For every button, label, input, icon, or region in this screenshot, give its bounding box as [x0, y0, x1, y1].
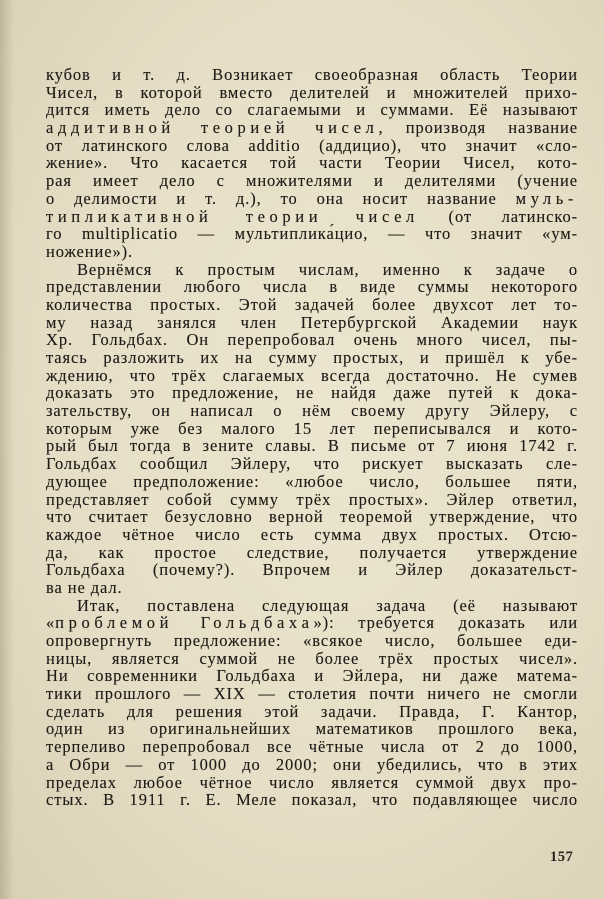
line-text: стых. В 1911 г. Е. Меле показал, что подавляющее число: [46, 790, 578, 810]
text-line: [46, 119, 578, 137]
line-text: дится иметь дело со слагаемыми и суммами. Её называют: [46, 100, 578, 120]
text-line: [46, 720, 578, 738]
line-text: зательству, он написал о нём своему другу Эйлеру, с: [46, 401, 578, 421]
text-line: [46, 774, 578, 792]
text-line: [46, 437, 578, 455]
text-line: [46, 84, 578, 102]
line-text: таясь разложить их на сумму простых, и пришёл к убе-: [46, 348, 578, 367]
text-line: [46, 402, 578, 420]
line-text: количества простых. Этой задачей более двухсот лет то-: [46, 294, 578, 314]
text-line: [46, 243, 578, 261]
line-text: Гольдбах сообщил Эйлеру, что рискует высказать сле-: [46, 454, 578, 474]
line-text: каждое чётное число есть сумма двух простых. Отсю-: [46, 524, 578, 544]
text-line: [46, 296, 578, 314]
text-line: [46, 791, 578, 809]
line-text: сделать для решения этой задачи. Правда, Г. Кантор,: [46, 701, 578, 721]
spaced-emphasis: проблемой Гольдбаха: [55, 613, 314, 633]
spaced-emphasis: аддитивной теорией чисел: [46, 118, 379, 138]
line-text: что считает безусловно верной теоремой утверждение, что: [46, 507, 578, 527]
line-text: рая имеет дело с множителями и делителями (учение: [46, 171, 578, 191]
line-text: му назад занялся член Петербургской Академии наук: [46, 312, 578, 332]
line-text: рый был тогда в зените славы. В письме от 7 июня 1742 г.: [46, 436, 578, 456]
line-text: да, как простое следствие, получается утверждение: [46, 542, 578, 562]
line-text: о делимости и т. д.), то она носит название: [46, 188, 516, 208]
text-line: [46, 738, 578, 756]
text-line: [46, 420, 578, 438]
text-line: [46, 66, 578, 84]
text-line: [46, 703, 578, 721]
text-line: [46, 137, 578, 155]
text-line: [46, 190, 578, 208]
text-line: [46, 579, 578, 597]
text-line: [46, 561, 578, 579]
line-text: , производя название: [378, 118, 578, 138]
line-text: доказать это предложение, не найдя даже путей к дока-: [46, 383, 578, 403]
text-line: [46, 314, 578, 332]
text-line: [46, 384, 578, 402]
spaced-emphasis: типликативной теории чисел: [46, 206, 419, 226]
line-text: представлении любого числа в виде суммы некоторого: [46, 277, 578, 297]
line-text: ва не дал.: [46, 577, 123, 597]
text-line: [46, 632, 578, 650]
line-text: Гольдбаха (почему?). Впрочем и Эйлер доказательст-: [46, 560, 578, 580]
line-text: Ни современники Гольдбаха и Эйлера, ни даже матема-: [46, 666, 578, 686]
line-text: ницы, является суммой не более трёх простых чисел».: [46, 648, 578, 668]
text-line: [46, 667, 578, 685]
line-text: опровергнуть предложение: «всякое число, большее еди-: [46, 631, 578, 650]
line-text: Итак, поставлена следующая задача (её называют: [77, 595, 578, 615]
text-line: [46, 278, 578, 296]
text-line: [46, 172, 578, 190]
line-text: го multiplicatio — мультиплика́цио, — что значит «ум-: [46, 224, 578, 244]
body-text: [46, 66, 578, 809]
text-line: [46, 473, 578, 491]
line-text: Вернёмся к простым числам, именно к задаче о: [77, 259, 578, 279]
text-line: [46, 225, 578, 243]
text-line: [46, 756, 578, 774]
text-line: [46, 526, 578, 544]
text-line: [46, 685, 578, 703]
spaced-emphasis: муль-: [515, 188, 578, 208]
text-line: [46, 101, 578, 119]
text-line: [46, 544, 578, 562]
text-line: [46, 455, 578, 473]
line-text: ножение»).: [46, 241, 134, 261]
line-text: Хр. Гольдбах. Он перепробовал очень много чисел, пы-: [46, 330, 578, 350]
paragraph-start-line: [46, 597, 578, 615]
text-line: [46, 614, 578, 632]
text-line: [46, 508, 578, 526]
line-text: пределах любое чётное число является суммой двух про-: [46, 772, 578, 792]
line-text: кубов и т. д. Возникает своеобразная область Теории: [46, 65, 578, 84]
line-text: »): требуется доказать или: [313, 613, 578, 633]
line-text: «: [46, 613, 56, 633]
line-text: ждению, что трёх слагаемых всегда достаточно. Не сумев: [46, 365, 578, 385]
line-text: (от латинско-: [418, 206, 578, 226]
page-number: 157: [550, 849, 574, 865]
text-line: [46, 491, 578, 509]
line-text: дующее предположение: «любое число, большее пяти,: [46, 471, 578, 491]
text-line: [46, 367, 578, 385]
line-text: а Обри — от 1000 до 2000; они убедились, что в этих: [46, 754, 578, 774]
text-line: [46, 208, 578, 226]
line-text: которым уже без малого 15 лет переписывался и кото-: [46, 418, 578, 438]
text-line: [46, 154, 578, 172]
line-text: терпеливо перепробовал все чётные числа от 2 до 1000,: [46, 737, 578, 757]
paragraph-start-line: [46, 261, 578, 279]
line-text: тики прошлого — XIX — столетия почти ничего не смогли: [46, 684, 578, 704]
line-text: жение». Что касается той части Теории Чисел, кото-: [46, 153, 578, 173]
text-line: [46, 331, 578, 349]
line-text: представляет собой сумму трёх простых». Эйлер ответил,: [46, 489, 578, 509]
line-text: Чисел, в которой вместо делителей и множителей прихо-: [46, 82, 578, 102]
text-line: [46, 650, 578, 668]
line-text: один из оригинальнейших математиков прошлого века,: [46, 719, 578, 739]
text-line: [46, 349, 578, 367]
line-text: от латинского слова additio (аддицио), что значит «сло-: [46, 135, 578, 155]
